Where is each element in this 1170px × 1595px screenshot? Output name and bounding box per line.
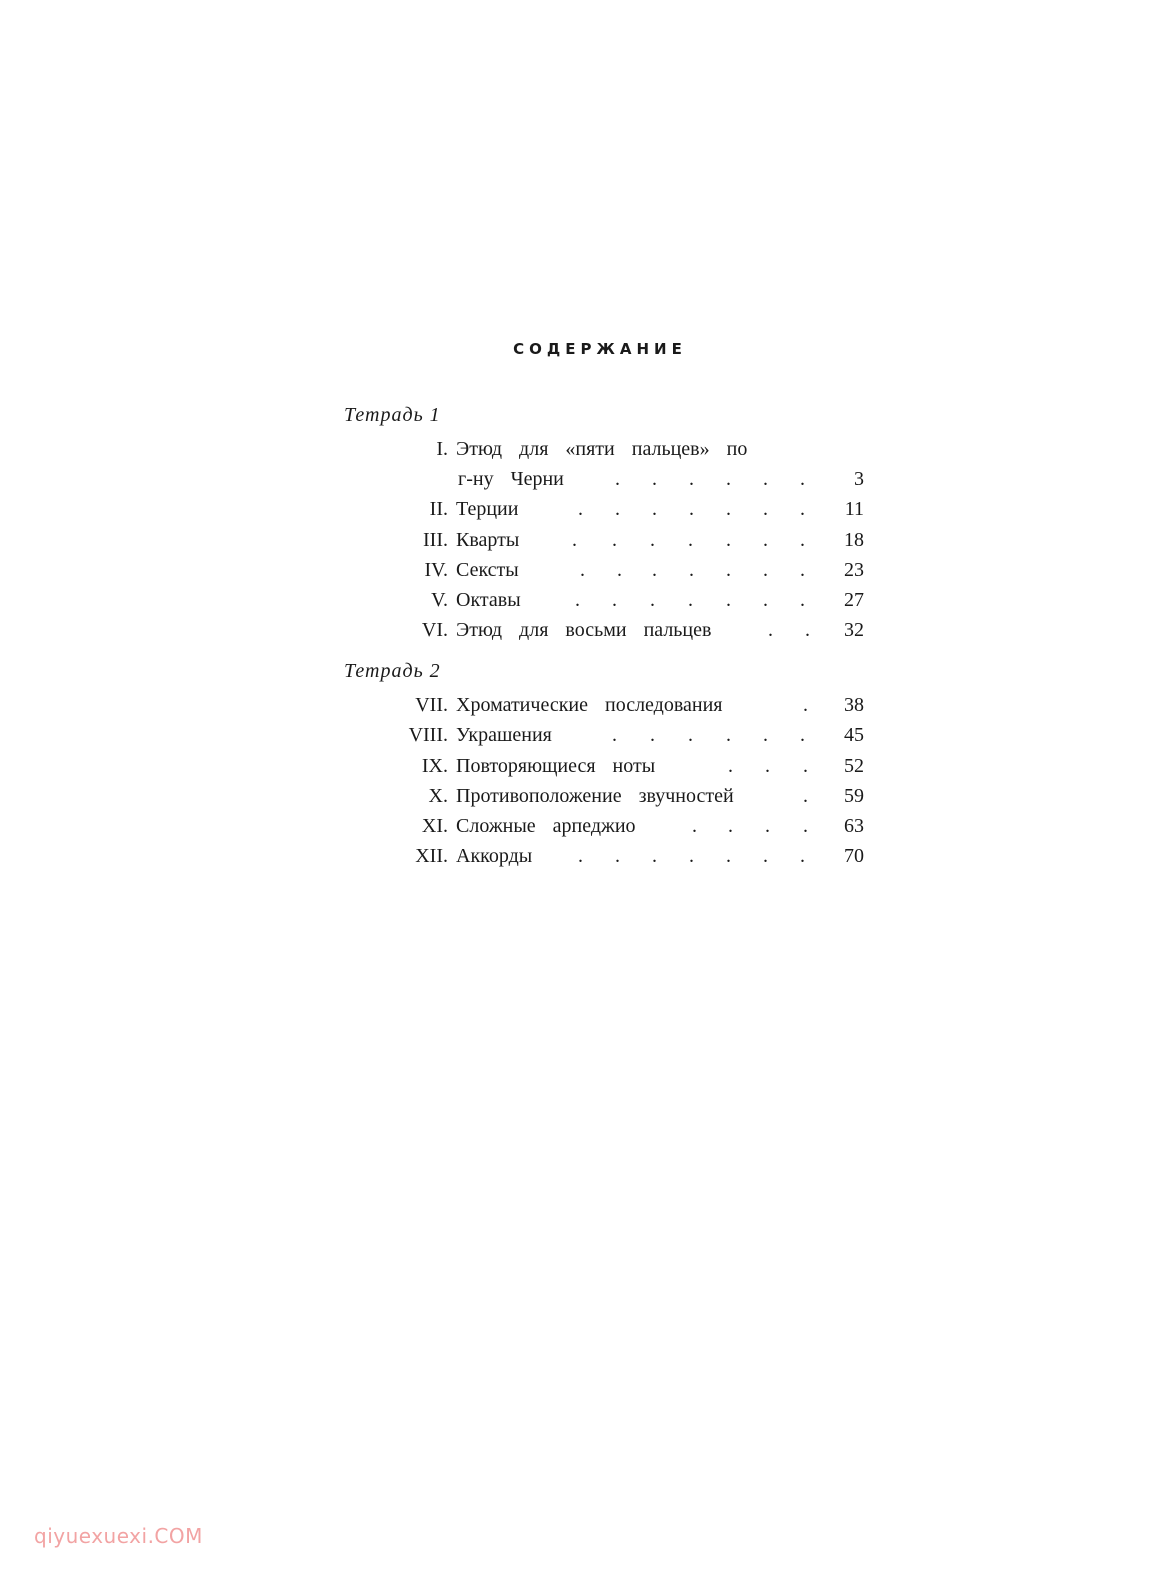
leader-dot: . [612, 589, 617, 611]
leader-dot: . [800, 589, 805, 611]
entry-title: Повторяющиеся ноты [456, 755, 656, 777]
leader-dots [340, 811, 810, 841]
leader-dot: . [803, 755, 808, 777]
toc-entry [340, 615, 870, 645]
toc-entry [340, 690, 870, 720]
entry-number: II. [429, 498, 448, 520]
leader-dot: . [617, 559, 622, 581]
leader-dots [340, 781, 810, 811]
entry-title-continuation: г-ну Черни [458, 468, 564, 490]
entry-number: VIII. [408, 724, 448, 746]
leader-dot: . [726, 529, 731, 551]
leader-dots [340, 690, 810, 720]
toc-entry [340, 585, 870, 615]
leader-dots [340, 525, 810, 555]
toc-entry [340, 434, 870, 464]
leader-dots [340, 615, 810, 645]
leader-dot: . [688, 589, 693, 611]
entry-title: Аккорды [456, 845, 533, 867]
leader-dot: . [763, 589, 768, 611]
leader-dot: . [689, 559, 694, 581]
leader-dot: . [652, 845, 657, 867]
leader-dot: . [800, 529, 805, 551]
leader-dot: . [726, 724, 731, 746]
entry-title: Противоположение звучностей [456, 785, 734, 807]
section-label-1: Тетрадь 1 [344, 404, 441, 426]
leader-dot: . [800, 845, 805, 867]
leader-dots [340, 555, 810, 585]
leader-dot: . [650, 529, 655, 551]
entry-number: V. [431, 589, 448, 611]
entry-page: 18 [844, 529, 864, 551]
leader-dot: . [726, 559, 731, 581]
leader-dot: . [689, 498, 694, 520]
leader-dot: . [612, 724, 617, 746]
leader-dot: . [726, 589, 731, 611]
watermark-text: qiyuexuexi.COM [34, 1524, 203, 1548]
entry-page: 27 [844, 589, 864, 611]
entry-title: Хроматические последования [456, 694, 723, 716]
toc-entry-continuation [340, 464, 870, 494]
leader-dot: . [615, 468, 620, 490]
leader-dot: . [763, 845, 768, 867]
leader-dot: . [688, 529, 693, 551]
entry-number: IV. [424, 559, 448, 581]
leader-dot: . [763, 498, 768, 520]
entry-title: Украшения [456, 724, 552, 746]
entry-number: X. [428, 785, 448, 807]
page-title: СОДЕРЖАНИЕ [513, 340, 687, 358]
leader-dot: . [763, 529, 768, 551]
entry-number: I. [436, 438, 448, 460]
leader-dot: . [728, 815, 733, 837]
leader-dot: . [650, 589, 655, 611]
leader-dot: . [578, 498, 583, 520]
entry-title: Этюд для восьми пальцев [456, 619, 712, 641]
entry-number: XII. [415, 845, 448, 867]
entry-title: Кварты [456, 529, 520, 551]
leader-dot: . [803, 815, 808, 837]
leader-dot: . [578, 845, 583, 867]
leader-dot: . [765, 755, 770, 777]
entry-page: 38 [844, 694, 864, 716]
leader-dot: . [652, 559, 657, 581]
leader-dot: . [612, 529, 617, 551]
leader-dots [340, 585, 810, 615]
leader-dot: . [803, 694, 808, 716]
leader-dot: . [728, 755, 733, 777]
entry-title: Этюд для «пяти пальцев» по [456, 438, 748, 460]
toc-entry [340, 841, 870, 871]
leader-dot: . [800, 498, 805, 520]
entry-page: 45 [844, 724, 864, 746]
leader-dot: . [650, 724, 655, 746]
leader-dots [340, 751, 810, 781]
leader-dot: . [652, 498, 657, 520]
leader-dot: . [803, 785, 808, 807]
toc-entry [340, 555, 870, 585]
entry-title: Октавы [456, 589, 521, 611]
entry-page: 63 [844, 815, 864, 837]
entry-page: 52 [844, 755, 864, 777]
entry-page: 11 [844, 498, 864, 520]
entry-title: Сложные арпеджио [456, 815, 636, 837]
leader-dot: . [726, 468, 731, 490]
entry-title: Терции [456, 498, 519, 520]
leader-dot: . [768, 619, 773, 641]
leader-dot: . [572, 529, 577, 551]
leader-dot: . [805, 619, 810, 641]
leader-dot: . [765, 815, 770, 837]
leader-dot: . [652, 468, 657, 490]
entry-number: VI. [421, 619, 448, 641]
entry-page: 59 [844, 785, 864, 807]
leader-dot: . [800, 468, 805, 490]
leader-dot: . [763, 559, 768, 581]
leader-dot: . [763, 468, 768, 490]
leader-dot: . [615, 845, 620, 867]
entry-page: 70 [844, 845, 864, 867]
leader-dot: . [575, 589, 580, 611]
leader-dots [340, 841, 810, 871]
entry-page: 32 [844, 619, 864, 641]
entry-title: Сексты [456, 559, 519, 581]
leader-dot: . [726, 498, 731, 520]
entry-page: 23 [844, 559, 864, 581]
leader-dot: . [689, 845, 694, 867]
toc-entry [340, 525, 870, 555]
entry-page: 3 [854, 468, 864, 490]
toc-entry [340, 781, 870, 811]
leader-dot: . [580, 559, 585, 581]
section-label-2: Тетрадь 2 [344, 660, 441, 682]
toc-entry [340, 751, 870, 781]
toc-entry [340, 494, 870, 524]
toc-entry [340, 811, 870, 841]
leader-dots [340, 464, 810, 494]
leader-dot: . [726, 845, 731, 867]
entry-number: VII. [415, 694, 448, 716]
entry-number: III. [423, 529, 448, 551]
leader-dot: . [800, 559, 805, 581]
leader-dot: . [692, 815, 697, 837]
entry-number: XI. [421, 815, 448, 837]
leader-dot: . [763, 724, 768, 746]
leader-dot: . [688, 724, 693, 746]
leader-dot: . [800, 724, 805, 746]
entry-number: IX. [421, 755, 448, 777]
toc-entry [340, 720, 870, 750]
leader-dots [340, 720, 810, 750]
leader-dot: . [689, 468, 694, 490]
leader-dots [340, 494, 810, 524]
leader-dot: . [615, 498, 620, 520]
